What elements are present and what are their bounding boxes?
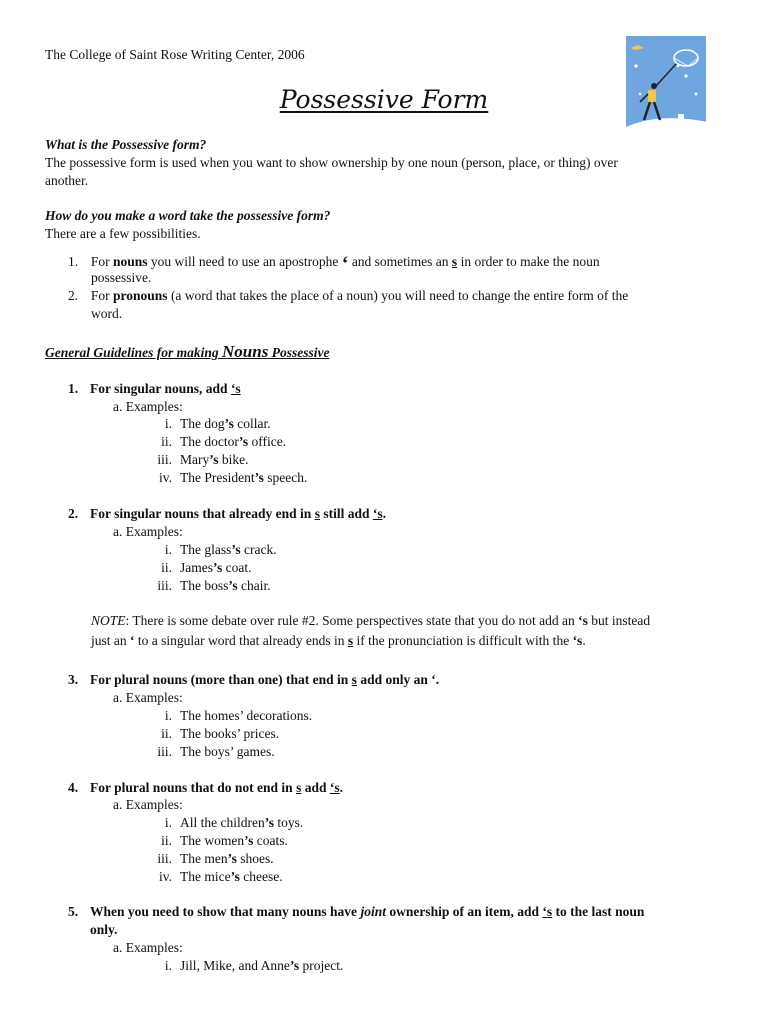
note-line-1: NOTE: There is some debate over rule #2. Some perspectives state that you do not add an ‘s but instead <box>91 613 651 628</box>
question-2: How do you make a word take the possessive form? <box>45 208 331 223</box>
rule-5-line-2: only. <box>90 922 118 937</box>
answer-1-line-2: another. <box>45 173 89 188</box>
example-item: i. All the children’s toys. <box>164 815 304 830</box>
org-line: The College of Saint Rose Writing Center, 2006 <box>45 47 305 62</box>
note-line-2: just an ‘ to a singular word that already ends in s if the pronunciation is difficult with the ‘s. <box>91 633 586 648</box>
example-item: i. The glass’s crack. <box>164 542 277 557</box>
example-item: iii. Mary’s bike. <box>157 452 249 467</box>
example-item: i. The dog’s collar. <box>164 416 271 431</box>
example-item: ii. James’s coat. <box>161 560 252 575</box>
example-item: iv. The President’s speech. <box>159 470 308 485</box>
rule-3-examples-label: a. Examples: <box>113 690 183 705</box>
rule-1-examples-label: a. Examples: <box>113 399 183 414</box>
example-item: ii. The books’ prices. <box>161 726 280 741</box>
example-item: iv. The mice’s cheese. <box>159 869 283 884</box>
rule-4-examples-label: a. Examples: <box>113 797 183 812</box>
question-1: What is the Possessive form? <box>45 137 207 152</box>
rule-4: 4. For plural nouns that do not end in s add ‘s. <box>68 780 343 795</box>
intro-list-item-2-line-2: word. <box>91 306 123 321</box>
rule-2-examples-label: a. Examples: <box>113 524 183 539</box>
rule-5: 5. When you need to show that many nouns have joint ownership of an item, add ‘s to the last noun <box>68 904 645 919</box>
rule-3: 3. For plural nouns (more than one) that end in s add only an ‘. <box>68 672 440 687</box>
example-item: ii. The doctor’s office. <box>161 434 287 449</box>
rule-2: 2. For singular nouns that already end in s still add ‘s. <box>68 506 386 521</box>
rule-5-examples-label: a. Examples: <box>113 940 183 955</box>
example-item: i. The homes’ decorations. <box>164 708 313 723</box>
rule-1: 1. For singular nouns, add ‘s <box>68 381 241 396</box>
intro-list-item-1-line-2: possessive. <box>91 270 152 285</box>
answer-2: There are a few possibilities. <box>45 226 201 241</box>
page-title: Possessive Form <box>279 85 489 114</box>
example-item: iii. The boys’ games. <box>157 744 275 759</box>
guidelines-heading: General Guidelines for making Nouns Possessive <box>45 342 330 361</box>
example-item: ii. The women’s coats. <box>161 833 288 848</box>
answer-1-line-1: The possessive form is used when you want to show ownership by one noun (person, place, or thing) over <box>45 155 618 170</box>
intro-list-item-1: 1. For nouns you will need to use an apostrophe ‘ and sometimes an s in order to make the noun <box>68 253 600 275</box>
example-item: iii. The men’s shoes. <box>157 851 274 866</box>
intro-list-item-2: 2. For pronouns (a word that takes the place of a noun) you will need to change the entire form of the <box>68 288 629 303</box>
example-item: iii. The boss’s chair. <box>157 578 271 593</box>
example-item: i. Jill, Mike, and Anne’s project. <box>164 958 344 973</box>
